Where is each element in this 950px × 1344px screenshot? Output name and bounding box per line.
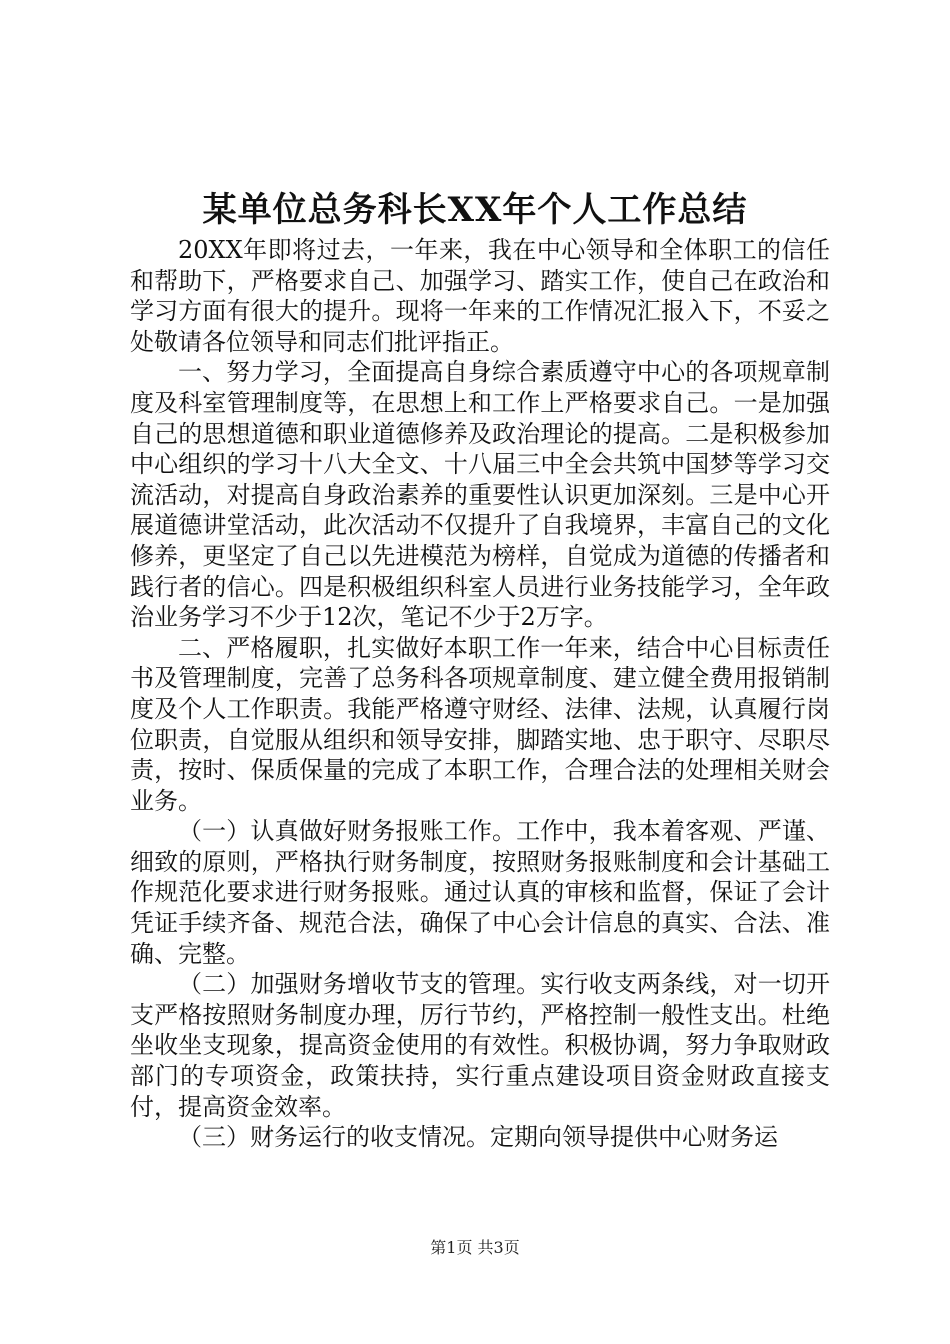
document-body — [130, 235, 830, 1153]
paragraph-subsection-2: （二）加强财务增收节支的管理。实行收支两条线，对一切开支严格按照财务制度办理，厉行节约，严格控制一般性支出。杜绝坐收坐支现象，提高资金使用的有效性。积极协调，努力争取财政部门的专项资金，政策扶持，实行重点建设项目资金财政直接支付，提高资金效率。 — [130, 970, 830, 1121]
paragraph-intro: 20XX年即将过去，一年来，我在中心领导和全体职工的信任和帮助下，严格要求自己、加强学习、踏实工作，使自己在政治和学习方面有很大的提升。现将一年来的工作情况汇报入下，不妥之处敬请各位领导和同志们批评指正。 — [130, 236, 830, 356]
paragraph-section-1: 一、努力学习，全面提高自身综合素质遵守中心的各项规章制度及科室管理制度等，在思想上和工作上严格要求自己。一是加强自己的思想道德和职业道德修养及政治理论的提高。二是积极参加中心组织的学习十八大全文、十八届三中全会共筑中国梦等学习交流活动，对提高自身政治素养的重要性认识更加深刻。三是中心开展道德讲堂活动，此次活动不仅提升了自我境界，丰富自己的文化修养，更坚定了自己以先进模范为榜样，自觉成为道德的传播者和践行者的信心。四是积极组织科室人员进行业务技能学习，全年政治业务学习不少于12次，笔记不少于2万字。 — [130, 358, 830, 632]
paragraph-subsection-1: （一）认真做好财务报账工作。工作中，我本着客观、严谨、细致的原则，严格执行财务制度，按照财务报账制度和会计基础工作规范化要求进行财务报账。通过认真的审核和监督，保证了会计凭证手续齐备、规范合法，确保了中心会计信息的真实、合法、准确、完整。 — [130, 817, 830, 968]
paragraph-section-2: 二、严格履职，扎实做好本职工作一年来，结合中心目标责任书及管理制度，完善了总务科各项规章制度、建立健全费用报销制度及个人工作职责。我能严格遵守财经、法律、法规，认真履行岗位职责，自觉服从组织和领导安排，脚踏实地、忠于职守、尽职尽责，按时、保质保量的完成了本职工作，合理合法的处理相关财会业务。 — [130, 633, 830, 815]
document-title: 某单位总务科长XX年个人工作总结 — [202, 190, 748, 230]
page-footer: 第1页 共3页 — [430, 1238, 520, 1257]
paragraph-subsection-3: （三）财务运行的收支情况。定期向领导提供中心财务运 — [178, 1123, 778, 1152]
